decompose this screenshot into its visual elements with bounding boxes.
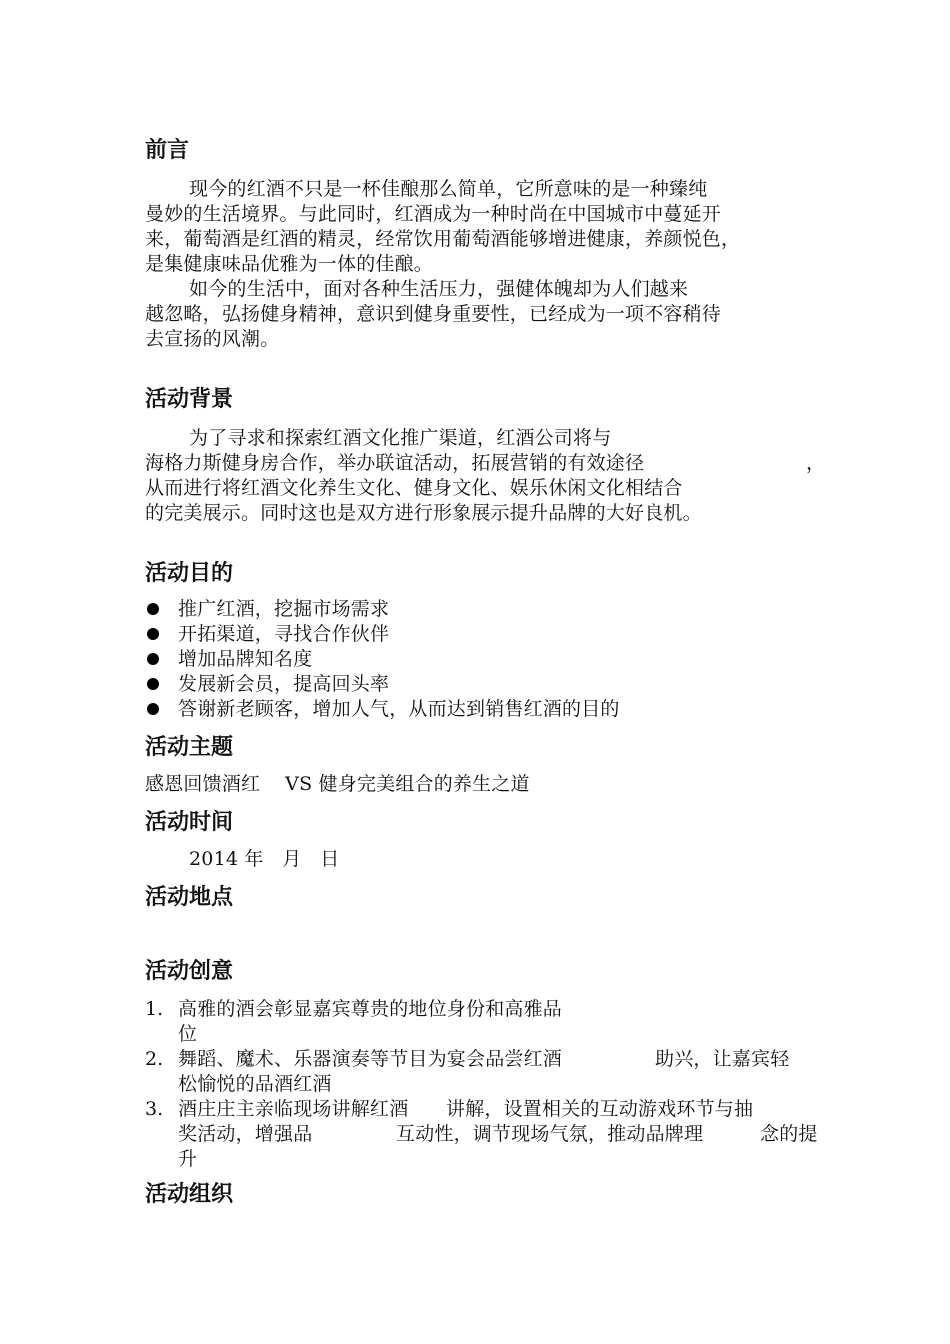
section-heading-organization: 活动组织: [145, 1182, 234, 1207]
list-item: 奖活动，增强品: [178, 1123, 313, 1145]
section-heading-purpose: 活动目的: [145, 561, 234, 586]
list-item: 推广红酒，挖掘市场需求: [178, 598, 390, 620]
paragraph-line: ，: [806, 452, 826, 474]
list-number: 2.: [145, 1048, 164, 1070]
list-item: 开拓渠道，寻找合作伙伴: [178, 623, 390, 645]
section-heading-place: 活动地点: [145, 885, 234, 910]
list-item: 高雅的酒会彰显嘉宾尊贵的地位身份和高雅品: [178, 998, 563, 1020]
list-item: 酒庄庄主亲临现场讲解红酒: [178, 1098, 409, 1120]
bullet-icon: [147, 603, 159, 615]
bullet-icon: [147, 703, 159, 715]
section-heading-theme: 活动主题: [145, 735, 234, 760]
list-item: 松愉悦的品酒红酒: [178, 1073, 332, 1095]
bullet-icon: [147, 628, 159, 640]
paragraph-line: 海格力斯健身房合作，举办联谊活动，拓展营销的有效途径: [145, 452, 645, 474]
event-date: 2014 年 月 日: [189, 848, 340, 870]
paragraph-line: 为了寻求和探索红酒文化推广渠道，红酒公司将与: [189, 427, 612, 449]
list-item: 增加品牌知名度: [178, 648, 313, 670]
theme-text: 感恩回馈酒红 VS 健身完美组合的养生之道: [145, 773, 530, 795]
list-item: 互动性，调节现场气氛，推动品牌理: [396, 1123, 704, 1145]
paragraph-line: 曼妙的生活境界。与此同时，红酒成为一种时尚在中国城市中蔓延开: [145, 203, 722, 225]
section-heading-creative: 活动创意: [145, 959, 234, 984]
paragraph-line: 来，葡萄酒是红酒的精灵，经常饮用葡萄酒能够增进健康，养颜悦色，: [145, 228, 741, 250]
list-item: 讲解，设置相关的互动游戏环节与抽: [446, 1098, 754, 1120]
list-number: 1.: [145, 998, 164, 1020]
list-number: 3.: [145, 1098, 164, 1120]
section-heading-background: 活动背景: [145, 387, 234, 412]
list-item: 升: [178, 1148, 198, 1170]
list-item: 助兴，让嘉宾轻: [655, 1048, 790, 1070]
list-item: 位: [178, 1023, 198, 1045]
paragraph-line: 是集健康味品优雅为一体的佳酿。: [145, 253, 434, 275]
bullet-icon: [147, 678, 159, 690]
paragraph-line: 从而进行将红酒文化养生文化、健身文化、娱乐休闲文化相结合: [145, 477, 683, 499]
bullet-icon: [147, 653, 159, 665]
section-heading-preface: 前言: [145, 138, 190, 163]
paragraph-line: 的完美展示。同时这也是双方进行形象展示提升品牌的大好良机。: [145, 502, 702, 524]
paragraph-line: 越忽略，弘扬健身精神，意识到健身重要性，已经成为一项不容稍待: [145, 303, 722, 325]
list-item: 念的提: [760, 1123, 818, 1145]
section-heading-time: 活动时间: [145, 810, 234, 835]
list-item: 答谢新老顾客，增加人气，从而达到销售红酒的目的: [178, 698, 620, 720]
list-item: 发展新会员，提高回头率: [178, 673, 390, 695]
paragraph-line: 现今的红酒不只是一杯佳酿那么简单，它所意味的是一种臻纯: [189, 178, 708, 200]
list-item: 舞蹈、魔术、乐器演奏等节目为宴会品尝红酒: [178, 1048, 563, 1070]
paragraph-line: 如今的生活中，面对各种生活压力，强健体魄却为人们越来: [189, 278, 689, 300]
paragraph-line: 去宣扬的风潮。: [145, 328, 280, 350]
